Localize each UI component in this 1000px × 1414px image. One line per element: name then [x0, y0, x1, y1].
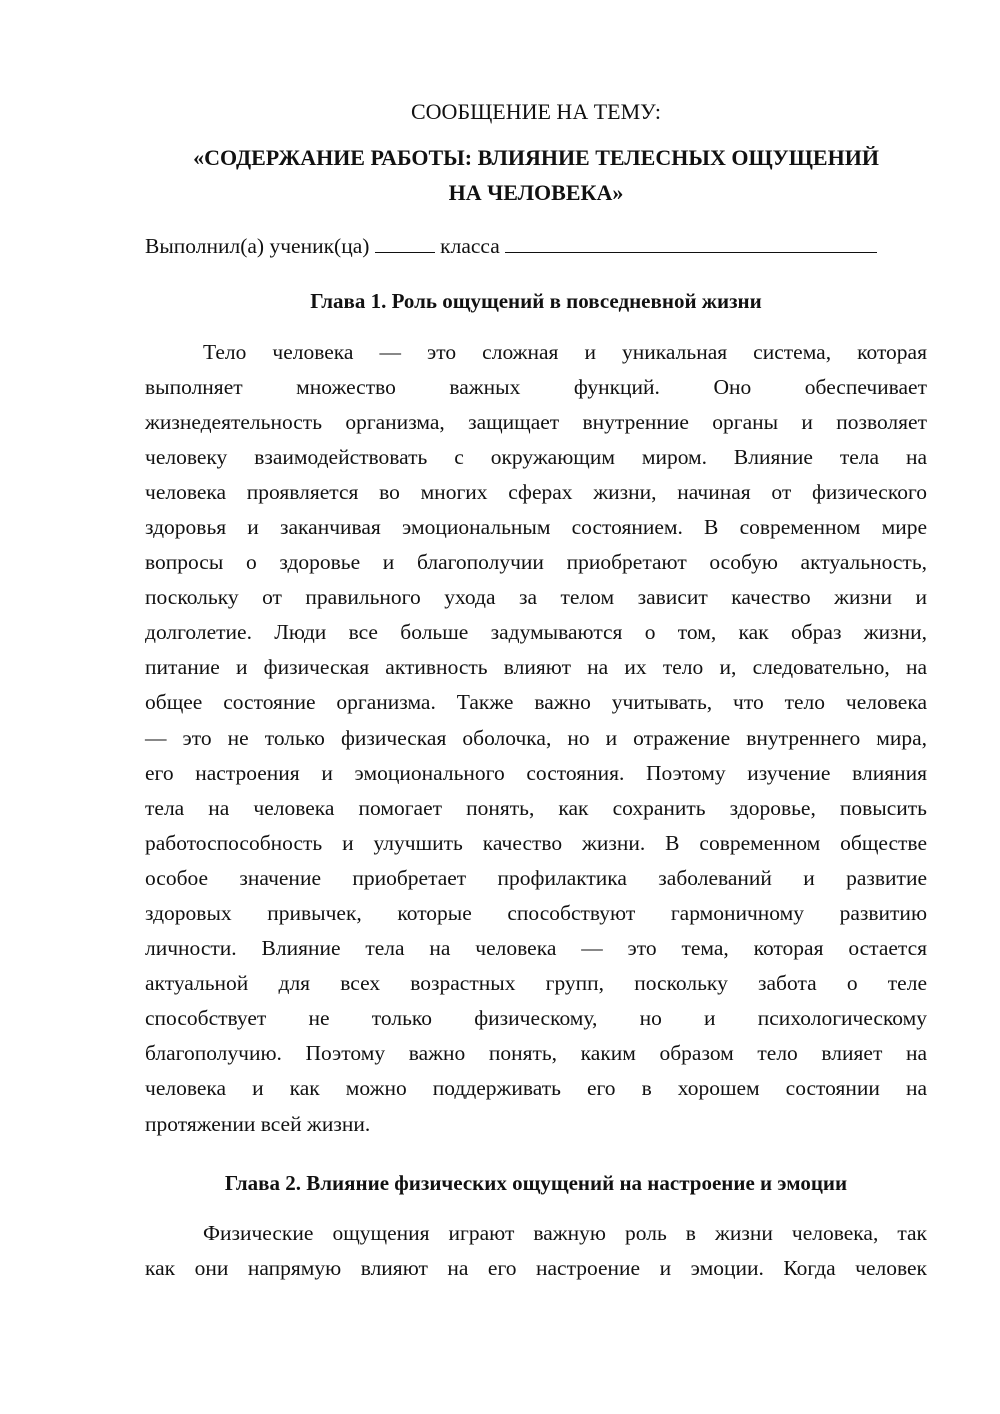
- paragraph-line: здоровья и заканчивая эмоциональным состоянием. В современном мире: [145, 515, 927, 539]
- paragraph-line: особое значение приобретает профилактика заболеваний и развитие: [145, 866, 927, 890]
- paragraph-line: выполняет множество важных функций. Оно обеспечивает: [145, 375, 927, 399]
- paragraph-line: поскольку от правильного ухода за телом зависит качество жизни и: [145, 585, 927, 609]
- paragraph-line: протяжении всей жизни.: [145, 1112, 371, 1136]
- paragraph-line: Тело человека — это сложная и уникальная система, которая: [203, 340, 927, 364]
- author-label: Выполнил(а) ученик(ца): [145, 234, 370, 258]
- chapter2-heading: Глава 2. Влияние физических ощущений на настроение и эмоции: [224, 1171, 848, 1195]
- paragraph-line: человеку взаимодействовать с окружающим миром. Влияние тела на: [145, 445, 927, 469]
- paragraph-line: актуальной для всех возрастных групп, поскольку забота о теле: [145, 971, 927, 995]
- paragraph-line: общее состояние организма. Также важно учитывать, что тело человека: [145, 690, 927, 714]
- paragraph-line: как они напрямую влияют на его настроение и эмоции. Когда человек: [145, 1256, 927, 1280]
- name-blank: [505, 230, 877, 253]
- grade-blank: [375, 230, 435, 253]
- paragraph-line: — это не только физическая оболочка, но и отражение внутреннего мира,: [145, 726, 927, 750]
- paragraph-line: жизнедеятельность организма, защищает внутренние органы и позволяет: [145, 410, 927, 434]
- paragraph-line: способствует не только физическому, но и психологическому: [145, 1006, 927, 1030]
- document-title-line3: НА ЧЕЛОВЕКА»: [448, 180, 624, 205]
- document-title-line2: «СОДЕРЖАНИЕ РАБОТЫ: ВЛИЯНИЕ ТЕЛЕСНЫХ ОЩУЩЕНИЙ: [193, 145, 879, 170]
- paragraph-line: его настроения и эмоционального состояния. Поэтому изучение влияния: [145, 761, 927, 785]
- paragraph-line: тела на человека помогает понять, как сохранить здоровье, повысить: [145, 796, 927, 820]
- paragraph-line: здоровых привычек, которые способствуют гармоничному развитию: [145, 901, 927, 925]
- paragraph-line: работоспособность и улучшить качество жизни. В современном обществе: [145, 831, 927, 855]
- paragraph-line: питание и физическая активность влияют на их тело и, следовательно, на: [145, 655, 927, 679]
- paragraph-line: вопросы о здоровье и благополучии приобретают особую актуальность,: [145, 550, 927, 574]
- paragraph-line: человека и как можно поддерживать его в хорошем состоянии на: [145, 1076, 927, 1100]
- class-label: класса: [440, 234, 500, 258]
- paragraph-line: личности. Влияние тела на человека — это тема, которая остается: [145, 936, 927, 960]
- document-title-line1: СООБЩЕНИЕ НА ТЕМУ:: [411, 99, 661, 124]
- chapter1-heading: Глава 1. Роль ощущений в повседневной жизни: [310, 289, 762, 313]
- paragraph-line: Физические ощущения играют важную роль в жизни человека, так: [203, 1221, 927, 1245]
- paragraph-line: человека проявляется во многих сферах жизни, начиная от физического: [145, 480, 927, 504]
- paragraph-line: долголетие. Люди все больше задумываются о том, как образ жизни,: [145, 620, 927, 644]
- author-line: [145, 229, 927, 264]
- paragraph-line: благополучию. Поэтому важно понять, каким образом тело влияет на: [145, 1041, 927, 1065]
